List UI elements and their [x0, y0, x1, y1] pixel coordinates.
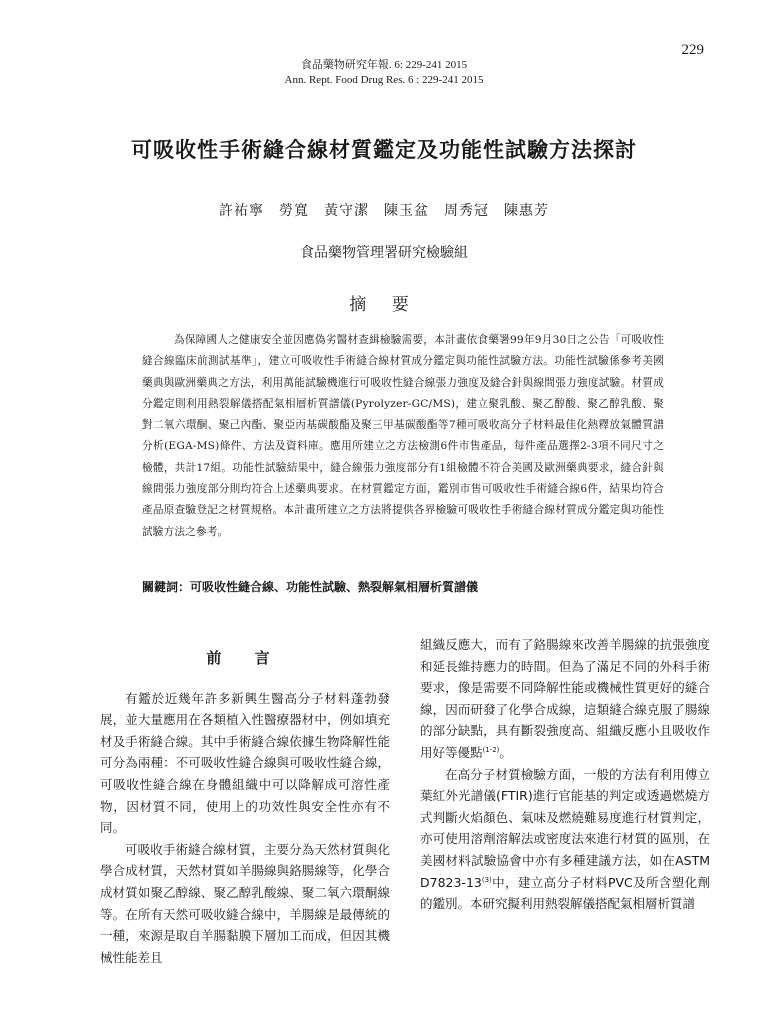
intro-paragraph-2: 可吸收手術縫合線材質，主要分為天然材質與化學合成材質，天然材質如羊腸線與鉻腸線等，化學合成材質如聚乙醇線、聚乙醇乳酸線、聚二氧六環酮線等。在所有天然可吸收縫合線中，羊腸線是最傳統的一種，來源是取自羊腸黏膜下層加工而成，但因其機械性能差且 — [100, 841, 390, 965]
journal-line-en: Ann. Rept. Food Drug Res. 6 : 229-241 2015 — [284, 74, 484, 86]
citation-ref: (1-2) — [482, 745, 500, 754]
intro-paragraph-3 — [420, 634, 710, 764]
paper-title: 可吸收性手術縫合線材質鑑定及功能性試驗方法探討 — [131, 138, 637, 162]
journal-line-zh: 食品藥物研究年報. 6: 229-241 2015 — [300, 59, 468, 71]
intro-paragraph-3-end: 。 — [499, 744, 512, 760]
abstract-heading: 摘 要 — [349, 295, 419, 315]
intro-paragraph-3-text: 組織反應大，而有了鉻腸線來改善羊腸線的抗張強度和延長維持應力的時間。但為了滿足不同的外科手術要求，像是需要不同降解性能或機械性質更好的縫合線，因而研發了化學合成線，這類縫合線克服了腸線的部分缺點，具有斷裂強度高、組織反應小且吸收作用好等優點 — [420, 637, 710, 760]
intro-paragraph-4-text: 在高分子材質檢驗方面，一般的方法有利用傅立葉紅外光譜儀(FTIR)進行官能基的判定或透過燃燒方式判斷火焰顏色、氣味及燃燒難易度進行材質判定，亦可使用溶劑溶解法或密度法來進行材質的區別，在美國材料試驗協會中亦有多種建議方法，如在ASTM D7823-13 — [420, 766, 710, 890]
keywords-text: 可吸收性縫合線、功能性試驗、熱裂解氣相層析質譜儀 — [190, 580, 479, 594]
column-left — [100, 640, 390, 968]
intro-paragraph-4-end: 中，建立高分子材料PVC及所含塑化劑的鑑別。本研究擬利用熱裂解儀搭配氣相層析質譜 — [420, 874, 710, 912]
intro-paragraph-1: 有鑑於近幾年許多新興生醫高分子材料蓬勃發展，並大量應用在各類植入性醫療器材中，例如填充材及手術縫合線。其中手術縫合線依據生物降解性能可分為兩種：不可吸收性縫合線與可吸收性縫合線，可吸收性縫合線在身體組織中可以降解成可溶性產物，因材質不同，使用上的功效性與安全性亦有不同。 — [100, 690, 390, 836]
intro-paragraph-4 — [420, 764, 710, 915]
affiliation: 食品藥物管理署研究檢驗組 — [300, 245, 468, 261]
abstract-text: 為保障國人之健康安全並因應偽劣醫材查緝檢驗需要，本計畫依食藥署99年9月30日之公告「可吸收性縫合線臨床前測試基準」，建立可吸收性手術縫合線材質成分鑑定與功能性試驗方法。功能性試驗係參考美國藥典與歐洲藥典之方法，利用萬能試驗機進行可吸收性縫合線張力強度及縫合針與線間張力強度試驗。材質成分鑑定則利用熱裂解儀搭配氣相層析質譜儀(Pyrolyzer-GC/MS)，建立聚乳酸、聚乙醇酸、聚乙醇乳酸、聚對二氧六環酮、聚己內酯、聚亞丙基碳酸酯及聚三甲基碳酸酯等7種可吸收高分子材料最佳化熱釋放氣體質譜分析(EGA-MS)條件、方法及資料庫。應用所建立之方法檢測6件市售產品，每件產品選擇2-3項不同尺寸之檢體，共計17組。功能性試驗結果中，縫合線張力強度部分有1組檢體不符合美國及歐洲藥典要求，縫合針與線間張力強度部分則均符合上述藥典要求。在材質鑑定方面，鑑別市售可吸收性手術縫合線6件，結果均符合產品原查驗登記之材質規格。本計畫所建立之方法將提供各界檢驗可吸收性手術縫合線材質成分鑑定與功能性試驗方法之參考。 — [142, 334, 664, 538]
journal-citation — [0, 58, 768, 88]
citation-ref: (3) — [481, 875, 492, 884]
column-right — [420, 634, 710, 915]
intro-heading: 前 言 — [206, 649, 284, 667]
page-number: 229 — [681, 42, 704, 58]
author-list: 許祐寧 勞寬 黃守潔 陳玉盆 周秀冠 陳惠芳 — [219, 203, 549, 219]
keywords — [142, 578, 664, 595]
keywords-label: 關鍵詞： — [142, 580, 191, 594]
